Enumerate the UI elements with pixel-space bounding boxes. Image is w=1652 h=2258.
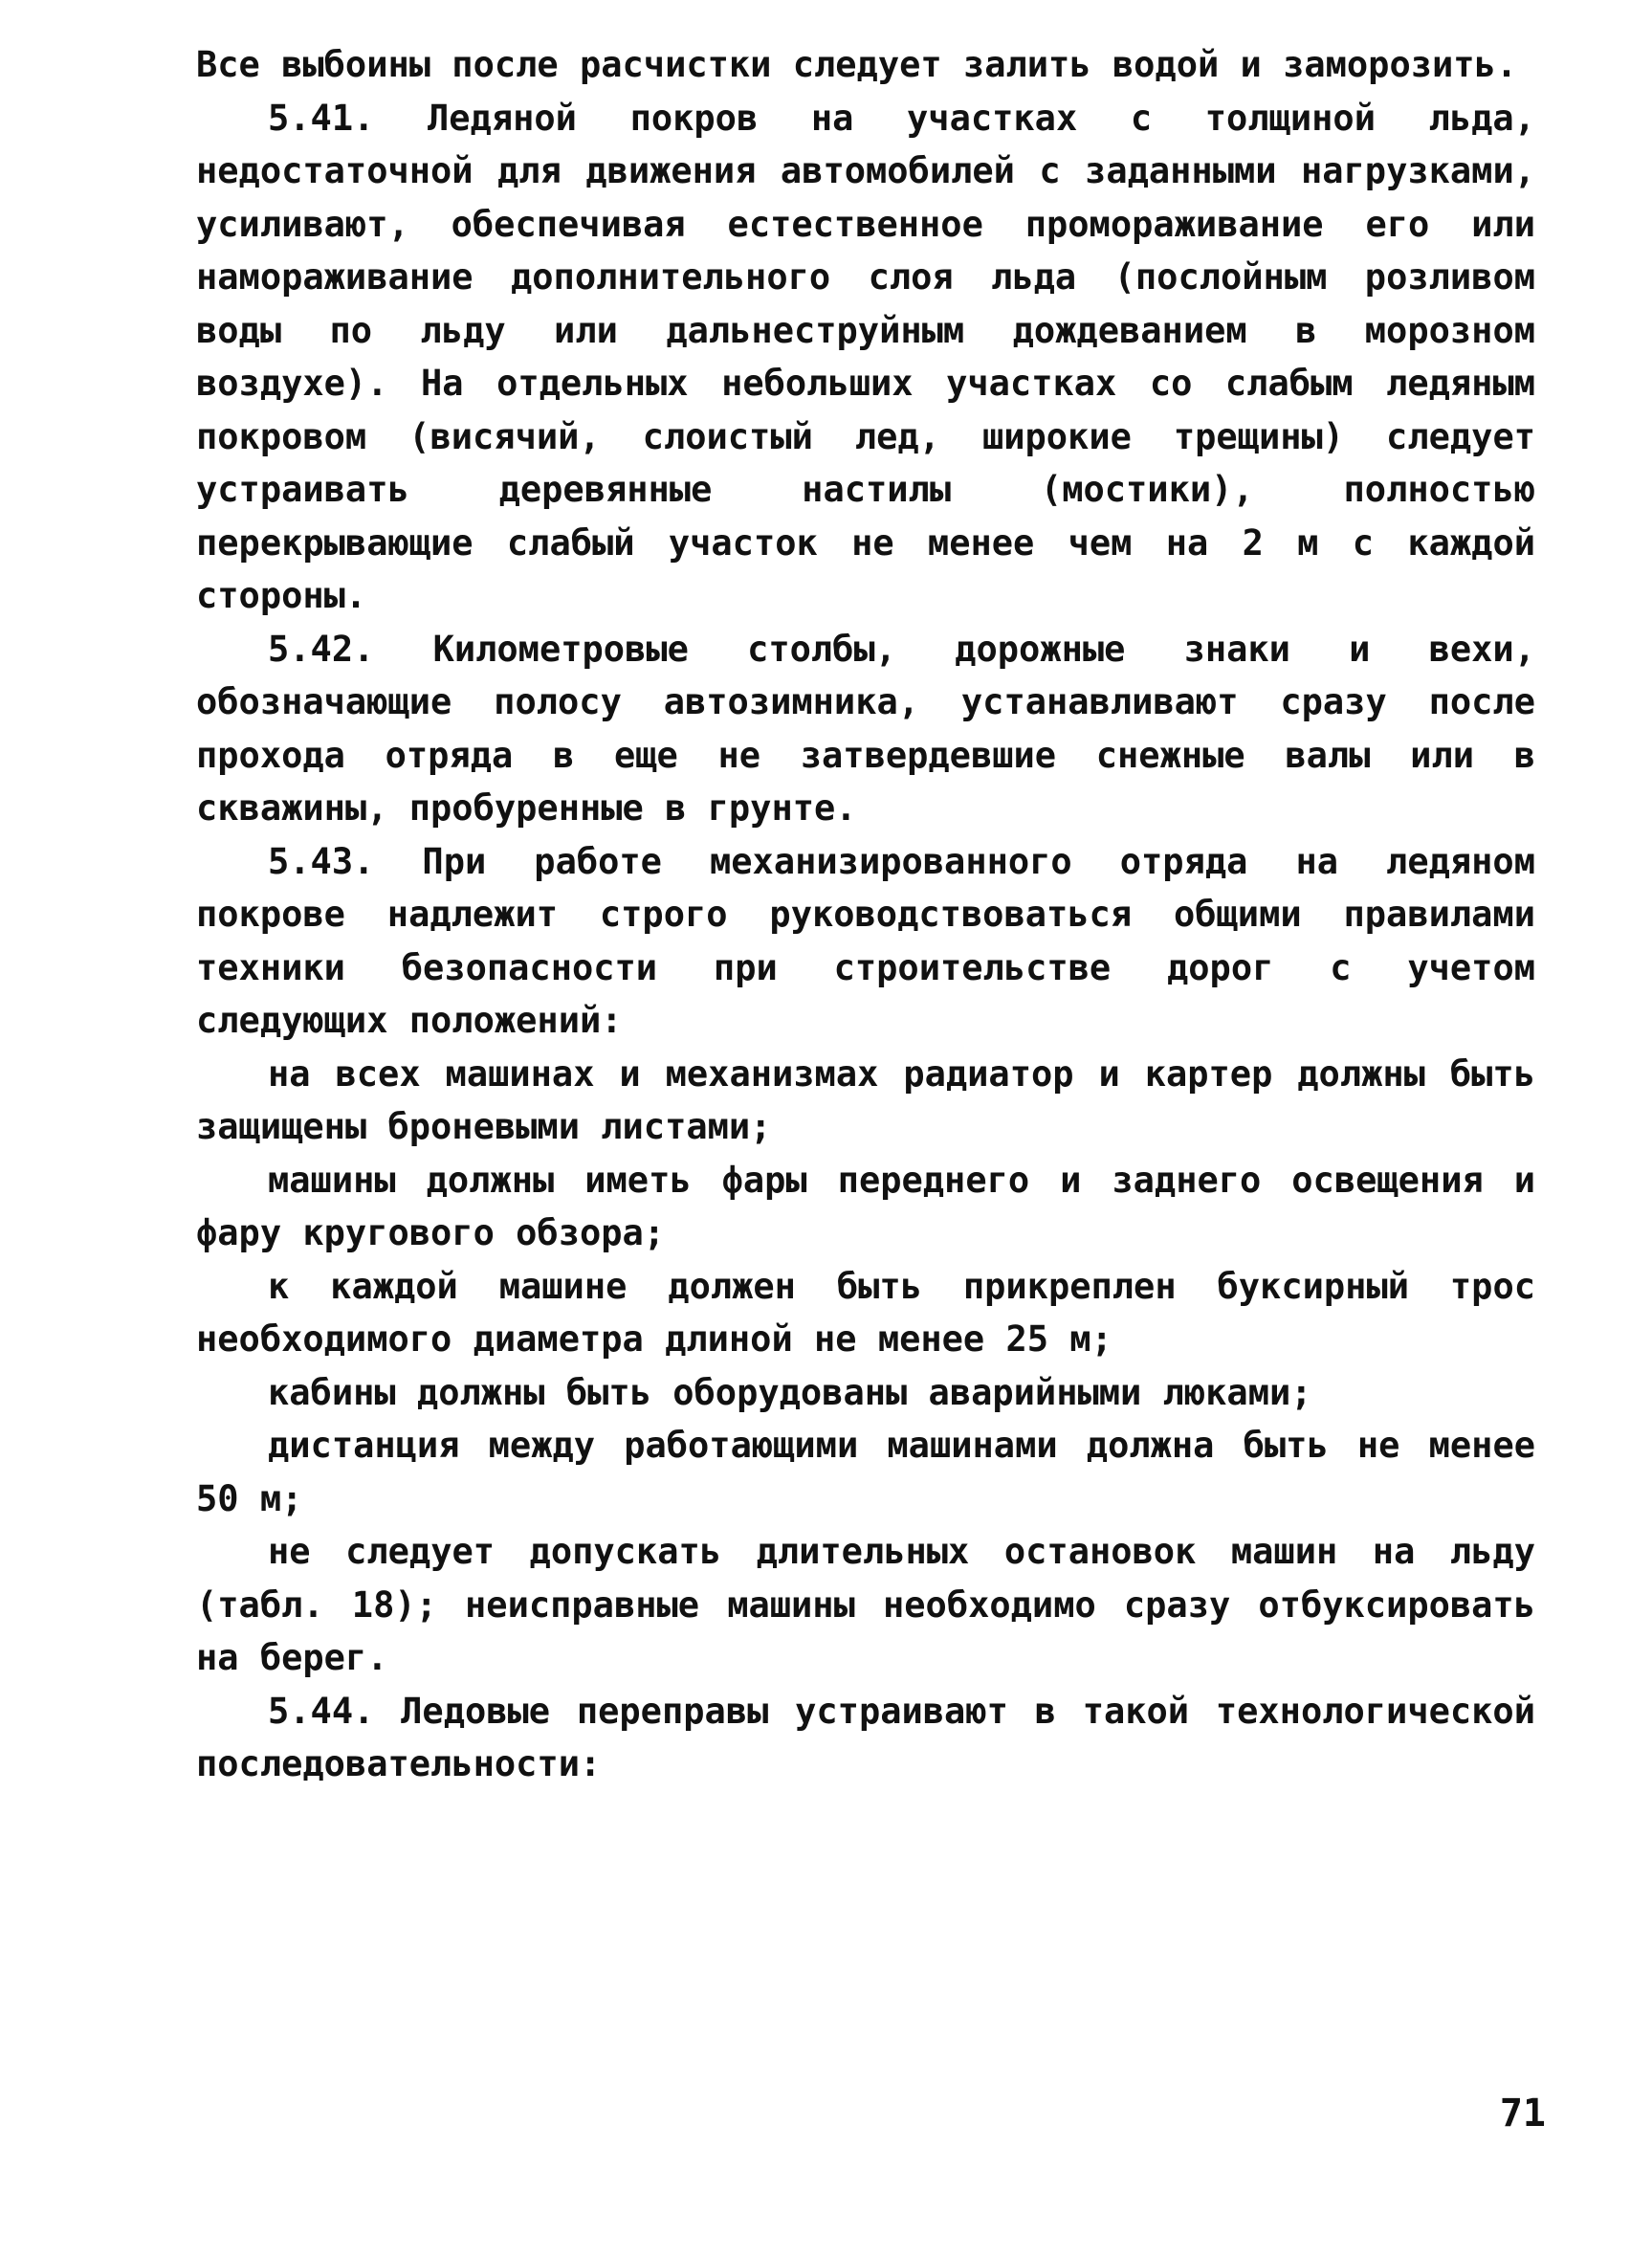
paragraph-5-44: 5.44. Ледовые переправы устраивают в такой технологической последовательности:: [196, 1690, 1535, 1784]
list-item-armor: на всех машинах и механизмах радиатор и картер должны быть защищены броневыми листами;: [196, 1052, 1535, 1147]
list-item-lights: машины должны иметь фары переднего и заднего освещения и фару кругового обзора;: [196, 1159, 1535, 1253]
page-number: 71: [1499, 2092, 1546, 2136]
body-text: [196, 38, 1535, 1791]
paragraph-intro: Все выбоины после расчистки следует залить водой и заморозить.: [196, 44, 1518, 85]
list-item-hatches: кабины должны быть оборудованы аварийными люками;: [268, 1371, 1312, 1413]
paragraph-5-42: 5.42. Километровые столбы, дорожные знаки и вехи, обозначающие полосу автозимника, устанавливают сразу после прохода отряда в еще не затвердевшие снежные валы или в скважины, пробуренные в грунте.: [196, 628, 1535, 829]
list-item-stops: не следует допускать длительных остановок машин на льду (табл. 18); неисправные машины необходимо сразу отбуксировать на берег.: [196, 1531, 1535, 1678]
list-item-distance: дистанция между работающими машинами должна быть не менее 50 м;: [196, 1425, 1535, 1519]
paragraph-5-41: 5.41. Ледяной покров на участках с толщиной льда, недостаточной для движения автомобилей с заданными нагрузками, усиливают, обеспечивая естественное промораживание его или намораживание дополнительного слоя льда (послойным розливом воды по льду или дальнеструйным дождеванием в морозном воздухе). На отдельных небольших участках со слабым ледяным покровом (висячий, слоистый лед, широкие трещины) следует устраивать деревянные настилы (мостики), полностью перекрывающие слабый участок не менее чем на 2 м с каждой стороны.: [196, 97, 1535, 616]
list-item-tow-rope: к каждой машине должен быть прикреплен буксирный трос необходимого диаметра длиной не менее 25 м;: [196, 1265, 1535, 1360]
paragraph-5-43: 5.43. При работе механизированного отряда на ледяном покрове надлежит строго руководствоваться общими правилами техники безопасности при строительстве дорог с учетом следующих положений:: [196, 840, 1535, 1041]
